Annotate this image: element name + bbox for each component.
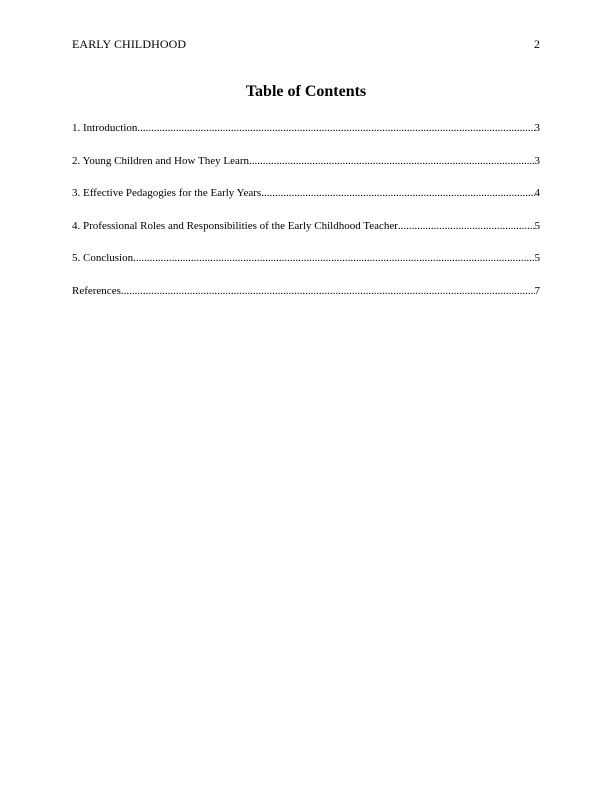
toc-entry-professional-roles[interactable]	[72, 219, 540, 234]
toc-entry-page: 3	[534, 154, 540, 167]
toc-entry-conclusion[interactable]	[72, 251, 540, 266]
toc-entry-effective-pedagogies[interactable]	[72, 186, 540, 201]
toc-list	[72, 121, 540, 317]
toc-dot-leader	[137, 121, 534, 136]
toc-entry-young-children[interactable]	[72, 154, 540, 169]
toc-dot-leader	[133, 251, 534, 266]
toc-entry-page: 5	[534, 219, 540, 232]
toc-entry-page: 3	[534, 122, 540, 134]
running-head: EARLY CHILDHOOD	[72, 37, 187, 51]
toc-entry-label: 3. Effective Pedagogies for the Early Years	[72, 187, 262, 200]
toc-entry-label: 1. Introduction	[72, 122, 138, 134]
toc-dot-leader	[398, 219, 535, 234]
toc-dot-leader	[261, 186, 534, 201]
toc-entry-introduction[interactable]	[72, 121, 540, 136]
toc-entry-label: References	[72, 284, 121, 297]
toc-entry-label: 2. Young Children and How They Learn	[72, 154, 249, 167]
toc-entry-page: 5	[534, 252, 540, 265]
toc-entry-references[interactable]	[72, 284, 540, 299]
toc-dot-leader	[249, 154, 535, 169]
toc-title: Table of Contents	[245, 83, 367, 100]
page-number: 2	[534, 37, 540, 51]
toc-dot-leader	[121, 284, 535, 299]
toc-entry-label: 5. Conclusion	[72, 252, 134, 265]
toc-entry-label: 4. Professional Roles and Responsibilities of the Early Childhood Teacher	[72, 219, 398, 232]
toc-entry-page: 4	[534, 187, 540, 200]
toc-entry-page: 7	[534, 284, 540, 297]
